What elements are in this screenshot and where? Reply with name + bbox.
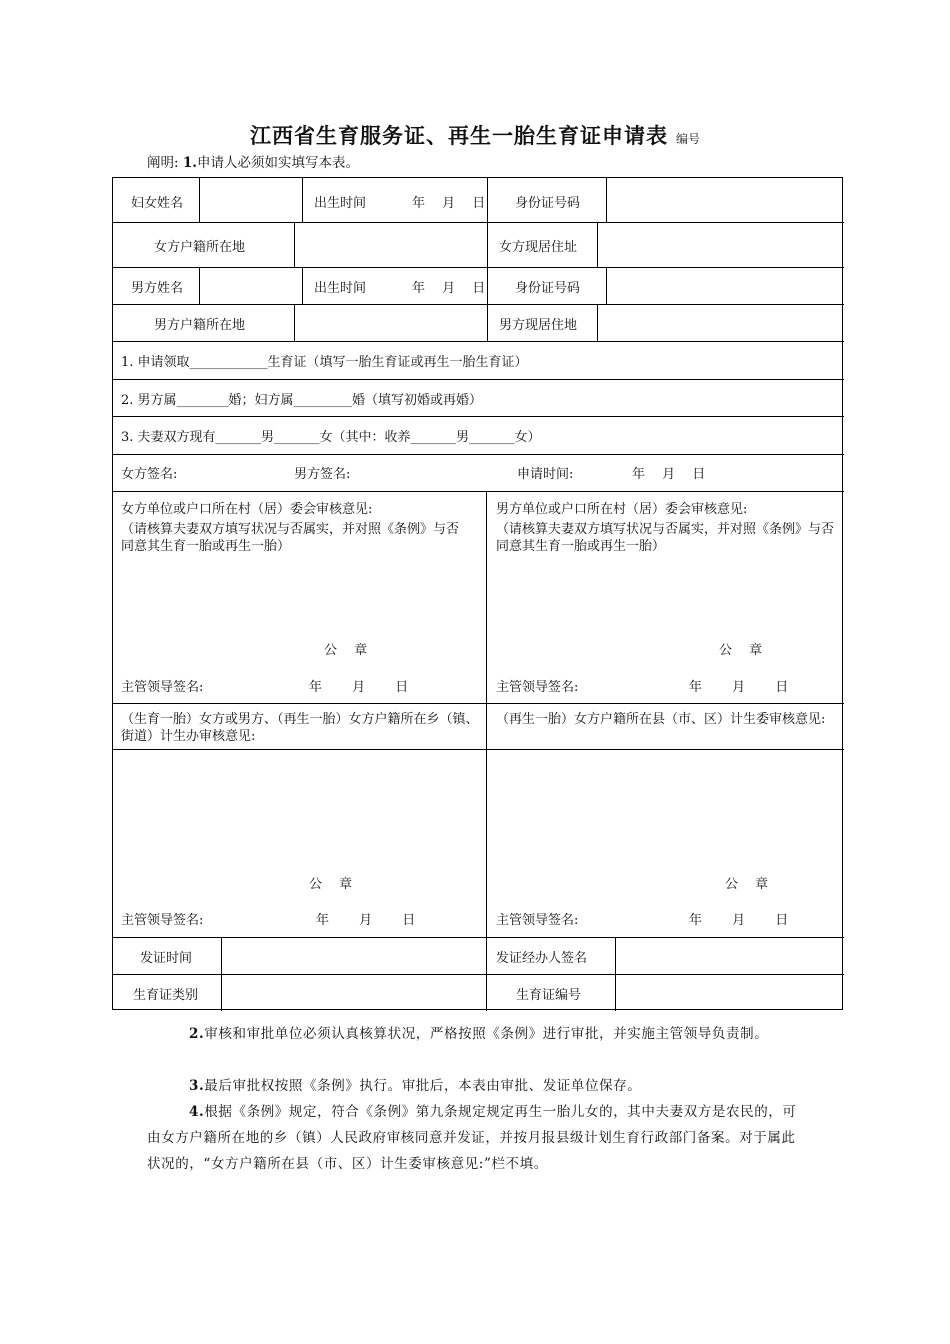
county-leader-sign: 主管领导签名: — [496, 913, 579, 928]
wife-residence-label: 女方现居住址 — [499, 240, 578, 255]
number-label: 编号 — [675, 132, 700, 146]
footnote-3-text: 最后审批权按照《条例》执行。审批后，本表由审批、发证单位保存。 — [204, 1078, 642, 1094]
husband-birth-date-ymd: 年 月 日 — [412, 281, 486, 296]
wife-name-label: 妇女姓名 — [131, 196, 184, 211]
apply-time-label: 申请时间: — [517, 467, 574, 482]
cert-type-label: 生育证类别 — [133, 988, 199, 1003]
husband-residence-label: 男方现居住地 — [499, 318, 578, 333]
id-number-label: 身份证号码 — [515, 196, 581, 211]
footnote-2-text: 审核和审批单位必须认真核算状况，严格按照《条例》进行审批，并实施主管领导负责制。 — [204, 1026, 769, 1042]
item-1: 1. 申请领取____________生育证（填写一胎生育证或再生一胎生育证） — [121, 355, 528, 370]
apply-date-ymd: 年 月 日 — [632, 467, 706, 482]
husband-household-label: 男方户籍所在地 — [154, 318, 246, 333]
left-review-date: 年 月 日 — [309, 680, 409, 695]
right-review-title: 男方单位或户口所在村（居）委会审核意见: — [496, 502, 748, 517]
husband-name-label: 男方姓名 — [131, 281, 184, 296]
issue-time-label: 发证时间 — [140, 951, 193, 966]
right-review-date: 年 月 日 — [689, 680, 789, 695]
item-3: 3. 夫妻双方现有_______男_______女（其中：收养_______男_______女） — [121, 430, 541, 445]
town-leader-sign: 主管领导签名: — [121, 913, 204, 928]
county-review-title: （再生一胎）女方户籍所在县（市、区）计生委审核意见: — [496, 712, 826, 727]
birth-time-label: 出生时间 — [314, 196, 367, 211]
husband-id-number-label: 身份证号码 — [515, 281, 581, 296]
right-review-hint: （请核算夫妻双方填写状况与否属实，并对照《条例》与否同意其生育一胎或再生一胎） — [496, 522, 835, 554]
footnote-3 — [147, 1073, 807, 1099]
page-title — [0, 120, 950, 150]
right-seal: 公 章 — [719, 643, 763, 658]
note-line — [147, 151, 359, 171]
footnote-3-num: 3. — [189, 1078, 205, 1094]
town-review-title: （生育一胎）女方或男方、（再生一胎）女方户籍所在乡（镇、街道）计生办审核意见: — [121, 712, 479, 744]
left-leader-sign: 主管领导签名: — [121, 680, 204, 695]
footnote-2 — [147, 1021, 807, 1047]
issuer-sign-label: 发证经办人签名 — [496, 951, 588, 966]
town-seal: 公 章 — [309, 877, 353, 892]
town-review-date: 年 月 日 — [316, 913, 416, 928]
title-text: 江西省生育服务证、再生一胎生育证申请表 — [249, 124, 668, 148]
husband-birth-time-label: 出生时间 — [314, 281, 367, 296]
right-leader-sign: 主管领导签名: — [496, 680, 579, 695]
birth-date-ymd: 年 月 日 — [412, 196, 486, 211]
note-num: 1. — [182, 155, 197, 171]
footnote-4-num: 4. — [189, 1104, 205, 1120]
left-seal: 公 章 — [324, 643, 368, 658]
county-seal: 公 章 — [725, 877, 769, 892]
footnote-2-num: 2. — [189, 1026, 205, 1042]
footnote-4 — [147, 1099, 807, 1177]
cert-number-label: 生育证编号 — [516, 988, 582, 1003]
application-form — [112, 177, 843, 1010]
footnote-4-text: 根据《条例》规定，符合《条例》第九条规定规定再生一胎儿女的，其中夫妻双方是农民的，可由女方户籍所在地的乡（镇）人民政府审核同意并发证，并按月报县级计划生育行政部门备案。对于属此状况的，“女方户籍所在县（市、区）计生委审核意见:”栏不填。 — [147, 1104, 797, 1172]
wife-household-label: 女方户籍所在地 — [154, 240, 246, 255]
wife-sign-label: 女方签名: — [121, 467, 178, 482]
item-2: 2. 男方属________婚；妇方属_________婚（填写初婚或再婚） — [121, 393, 483, 408]
husband-sign-label: 男方签名: — [294, 467, 351, 482]
left-review-title: 女方单位或户口所在村（居）委会审核意见: — [121, 502, 373, 517]
left-review-hint: （请核算夫妻双方填写状况与否属实，并对照《条例》与否同意其生育一胎或再生一胎） — [121, 522, 460, 554]
note-text: 申请人必须如实填写本表。 — [196, 155, 359, 171]
note-prefix: 阐明: — [147, 155, 179, 171]
county-review-date: 年 月 日 — [689, 913, 789, 928]
